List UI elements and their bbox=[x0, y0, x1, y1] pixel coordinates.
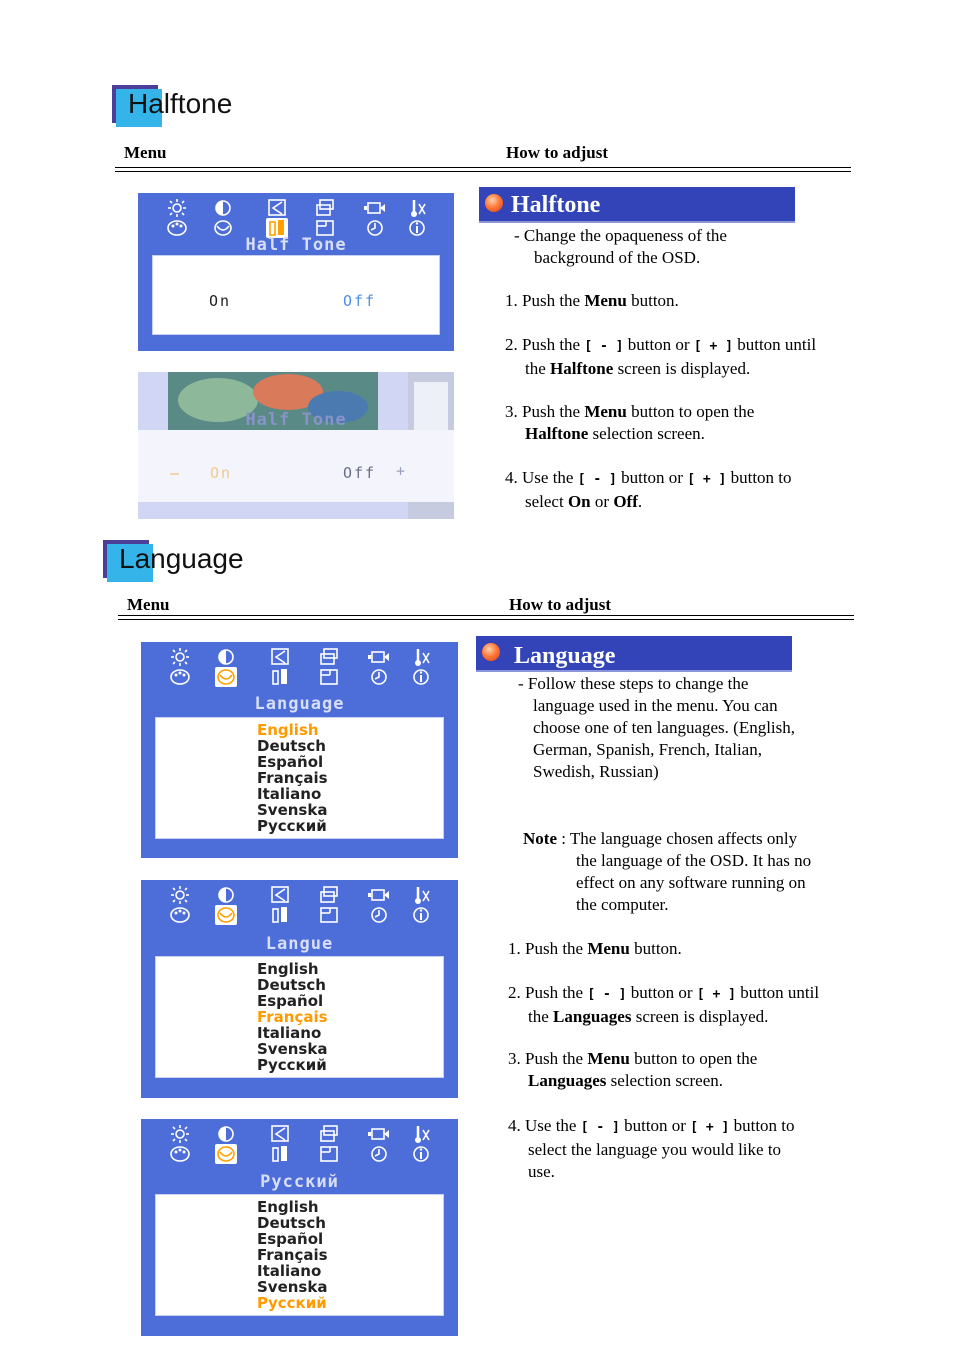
language-note bbox=[523, 828, 811, 916]
osd-language-screen-english bbox=[141, 642, 458, 858]
osd-title: Langue bbox=[265, 934, 334, 954]
halftone-icon[interactable] bbox=[269, 1144, 291, 1164]
desc-line: language used in the menu. You can bbox=[533, 696, 778, 715]
osd-language-list-panel bbox=[155, 717, 444, 839]
step-text: 4. Use the bbox=[505, 468, 578, 487]
osd-icon-grid bbox=[141, 642, 458, 690]
section-heading-halftone: Halftone bbox=[128, 88, 233, 119]
language-option[interactable]: Italiano bbox=[257, 1024, 322, 1042]
minus-button-label: [ - ] bbox=[580, 1120, 620, 1135]
step-bold: Languages bbox=[528, 1071, 607, 1090]
window-icon[interactable] bbox=[318, 1144, 340, 1164]
column-label-menu: Menu bbox=[124, 143, 167, 162]
position-icon[interactable] bbox=[269, 885, 291, 905]
divider-rule bbox=[115, 167, 851, 172]
desc-line: choose one of ten languages. (English, bbox=[533, 718, 796, 737]
halftone-icon[interactable] bbox=[269, 905, 291, 925]
color-icon[interactable] bbox=[169, 1144, 191, 1164]
language-step-2 bbox=[508, 982, 819, 1028]
halftone-step-1 bbox=[505, 290, 679, 312]
degauss-icon[interactable] bbox=[406, 198, 428, 218]
plus-button-label: [ + ] bbox=[687, 472, 727, 487]
step-text: button to open the bbox=[629, 1049, 758, 1068]
step-text: . bbox=[637, 492, 643, 511]
degauss-icon[interactable] bbox=[410, 1124, 432, 1144]
language-option[interactable]: Français bbox=[257, 769, 328, 787]
video-icon[interactable] bbox=[368, 647, 390, 667]
window-icon[interactable] bbox=[318, 667, 340, 687]
desktop-background-image bbox=[138, 372, 454, 519]
step-bold: Menu bbox=[587, 1049, 630, 1068]
language-list bbox=[257, 961, 328, 1073]
osd-halftone-preview bbox=[138, 372, 454, 519]
preview-osd-title: Half Tone bbox=[245, 410, 347, 430]
brightness-icon[interactable] bbox=[169, 1124, 191, 1144]
language-option[interactable]: Deutsch bbox=[257, 1214, 326, 1232]
language-option[interactable]: Svenska bbox=[257, 801, 328, 819]
brightness-icon[interactable] bbox=[166, 198, 188, 218]
step-text: button to bbox=[729, 1116, 795, 1135]
preview-minus: — bbox=[170, 464, 182, 482]
step-text: button. bbox=[629, 939, 682, 958]
contrast-icon[interactable] bbox=[212, 198, 234, 218]
osd-language-list-panel bbox=[155, 956, 444, 1078]
language-step-3 bbox=[508, 1048, 757, 1092]
osd-language-screen-francais bbox=[141, 880, 458, 1098]
section-heading-language: Language bbox=[119, 543, 244, 574]
step-bold: Halftone bbox=[550, 359, 614, 378]
note-text: : The language chosen affects only bbox=[556, 829, 798, 848]
step-text: select the language you would like to bbox=[528, 1140, 782, 1159]
info-icon[interactable] bbox=[410, 667, 432, 687]
step-text: selection screen. bbox=[588, 424, 705, 443]
osd-icon-grid bbox=[141, 1119, 458, 1167]
step-text: button. bbox=[626, 291, 679, 310]
desc-line: - Change the opaqueness of the bbox=[514, 226, 727, 245]
degauss-icon[interactable] bbox=[410, 647, 432, 667]
note-text: effect on any software running on bbox=[576, 873, 806, 892]
banner-title: Language bbox=[514, 643, 616, 669]
column-label-how-to-adjust: How to adjust bbox=[506, 143, 609, 162]
step-text: 2. Push the bbox=[505, 335, 585, 354]
osd-language-list-panel bbox=[155, 1194, 444, 1316]
language-option[interactable]: Русский bbox=[257, 1056, 327, 1074]
preview-plus: + bbox=[396, 462, 408, 480]
language-list bbox=[257, 1199, 328, 1311]
plus-button-label: [ + ] bbox=[690, 1120, 730, 1135]
step-text: 3. Push the bbox=[505, 402, 585, 421]
video-icon[interactable] bbox=[364, 198, 386, 218]
step-text: button to bbox=[726, 468, 792, 487]
step-text: the bbox=[528, 1007, 554, 1026]
contrast-icon[interactable] bbox=[215, 647, 237, 667]
plus-button-label: [ + ] bbox=[693, 339, 733, 354]
minus-button-label: [ - ] bbox=[584, 339, 624, 354]
language-step-1 bbox=[508, 938, 682, 960]
brightness-icon[interactable] bbox=[169, 647, 191, 667]
step-text: 1. Push the bbox=[505, 291, 585, 310]
step-text: 1. Push the bbox=[508, 939, 588, 958]
language-option[interactable]: Deutsch bbox=[257, 976, 326, 994]
language-option[interactable]: Español bbox=[257, 1230, 324, 1248]
language-list bbox=[257, 722, 328, 834]
step-text: button or bbox=[626, 983, 697, 1002]
step-bold: Halftone bbox=[525, 424, 589, 443]
minus-button-label: [ - ] bbox=[587, 987, 627, 1002]
halftone-step-2 bbox=[505, 334, 816, 380]
step-text: select bbox=[525, 492, 568, 511]
language-option[interactable]: Español bbox=[257, 753, 324, 771]
language-icon[interactable] bbox=[215, 667, 237, 687]
position-icon[interactable] bbox=[266, 198, 288, 218]
option-on[interactable]: On bbox=[209, 292, 232, 310]
step-text: 2. Push the bbox=[508, 983, 588, 1002]
step-text: selection screen. bbox=[606, 1071, 724, 1090]
bullet-ball-icon bbox=[482, 643, 500, 661]
osd-halftone-screen bbox=[138, 193, 454, 351]
option-off[interactable]: Off bbox=[343, 292, 377, 310]
language-option[interactable]: English bbox=[257, 960, 319, 978]
desc-line: background of the OSD. bbox=[534, 248, 701, 267]
desc-line: Swedish, Russian) bbox=[533, 762, 659, 781]
step-text: 3. Push the bbox=[508, 1049, 588, 1068]
minus-button-label: [ - ] bbox=[577, 472, 617, 487]
halftone-description bbox=[514, 225, 727, 269]
step-bold: Off bbox=[613, 492, 638, 511]
osd-options-panel bbox=[152, 255, 440, 335]
step-bold: Menu bbox=[584, 291, 627, 310]
osd-title: Half Tone bbox=[245, 235, 347, 255]
contrast-icon[interactable] bbox=[215, 885, 237, 905]
note-text: the computer. bbox=[576, 895, 669, 914]
note-text: the language of the OSD. It has no bbox=[576, 851, 812, 870]
step-text: button or bbox=[623, 335, 694, 354]
halftone-step-3 bbox=[505, 401, 754, 445]
language-step-4 bbox=[508, 1115, 795, 1183]
osd-icon-grid bbox=[138, 193, 454, 241]
osd-language-screen-russian bbox=[141, 1119, 458, 1336]
bullet-ball-icon bbox=[485, 194, 503, 212]
osd-icon-grid bbox=[141, 880, 458, 928]
step-text: button or bbox=[616, 468, 688, 487]
desc-line: - Follow these steps to change the bbox=[518, 674, 749, 693]
step-text: or bbox=[590, 492, 614, 511]
step-text: button or bbox=[619, 1116, 691, 1135]
language-option[interactable]: Deutsch bbox=[257, 737, 326, 755]
step-text: button until bbox=[735, 983, 820, 1002]
size-icon[interactable] bbox=[318, 885, 340, 905]
preview-option-on: On bbox=[210, 464, 233, 482]
step-text: 4. Use the bbox=[508, 1116, 581, 1135]
step-text: screen is displayed. bbox=[631, 1007, 769, 1026]
size-icon[interactable] bbox=[314, 198, 336, 218]
note-label: Note bbox=[523, 829, 557, 848]
brightness-icon[interactable] bbox=[169, 885, 191, 905]
step-text: the bbox=[525, 359, 551, 378]
size-icon[interactable] bbox=[318, 1124, 340, 1144]
degauss-icon[interactable] bbox=[410, 885, 432, 905]
osd-title: Русский bbox=[260, 1172, 339, 1192]
osd-title: Language bbox=[254, 694, 345, 714]
step-bold: Menu bbox=[587, 939, 630, 958]
language-icon[interactable] bbox=[215, 905, 237, 925]
size-icon[interactable] bbox=[318, 647, 340, 667]
preview-option-off: Off bbox=[343, 464, 377, 482]
halftone-step-4 bbox=[505, 467, 792, 513]
banner-halftone bbox=[479, 187, 795, 223]
language-option[interactable]: Русский bbox=[257, 1294, 327, 1312]
column-label-how-to-adjust: How to adjust bbox=[509, 595, 612, 614]
language-icon[interactable] bbox=[215, 1144, 237, 1164]
language-option[interactable]: Italiano bbox=[257, 785, 322, 803]
window-icon[interactable] bbox=[318, 905, 340, 925]
language-option[interactable]: English bbox=[257, 721, 319, 739]
info-icon[interactable] bbox=[410, 1144, 432, 1164]
step-text: button to open the bbox=[626, 402, 755, 421]
banner-language bbox=[476, 636, 792, 672]
column-label-menu: Menu bbox=[127, 595, 170, 614]
step-text: use. bbox=[528, 1162, 555, 1181]
divider-rule bbox=[118, 615, 854, 620]
info-icon[interactable] bbox=[410, 905, 432, 925]
video-icon[interactable] bbox=[368, 885, 390, 905]
position-icon[interactable] bbox=[269, 1124, 291, 1144]
step-bold: Languages bbox=[553, 1007, 632, 1026]
color-icon[interactable] bbox=[169, 905, 191, 925]
timer-icon[interactable] bbox=[368, 1144, 390, 1164]
language-option[interactable]: Svenska bbox=[257, 1040, 328, 1058]
desc-line: German, Spanish, French, Italian, bbox=[533, 740, 762, 759]
step-bold: Menu bbox=[584, 402, 627, 421]
language-option[interactable]: Italiano bbox=[257, 1262, 322, 1280]
halftone-icon[interactable] bbox=[269, 667, 291, 687]
language-option[interactable]: Français bbox=[257, 1246, 328, 1264]
language-option[interactable]: Svenska bbox=[257, 1278, 328, 1296]
language-option[interactable]: Русский bbox=[257, 817, 327, 835]
language-option[interactable]: Français bbox=[257, 1008, 328, 1026]
language-option[interactable]: English bbox=[257, 1198, 319, 1216]
timer-icon[interactable] bbox=[368, 905, 390, 925]
language-option[interactable]: Español bbox=[257, 992, 324, 1010]
timer-icon[interactable] bbox=[368, 667, 390, 687]
plus-button-label: [ + ] bbox=[696, 987, 736, 1002]
position-icon[interactable] bbox=[269, 647, 291, 667]
video-icon[interactable] bbox=[368, 1124, 390, 1144]
banner-title: Halftone bbox=[511, 192, 601, 218]
color-icon[interactable] bbox=[169, 667, 191, 687]
contrast-icon[interactable] bbox=[215, 1124, 237, 1144]
step-text: screen is displayed. bbox=[613, 359, 751, 378]
language-description bbox=[518, 673, 795, 783]
step-text: button until bbox=[732, 335, 817, 354]
step-bold: On bbox=[567, 492, 591, 511]
